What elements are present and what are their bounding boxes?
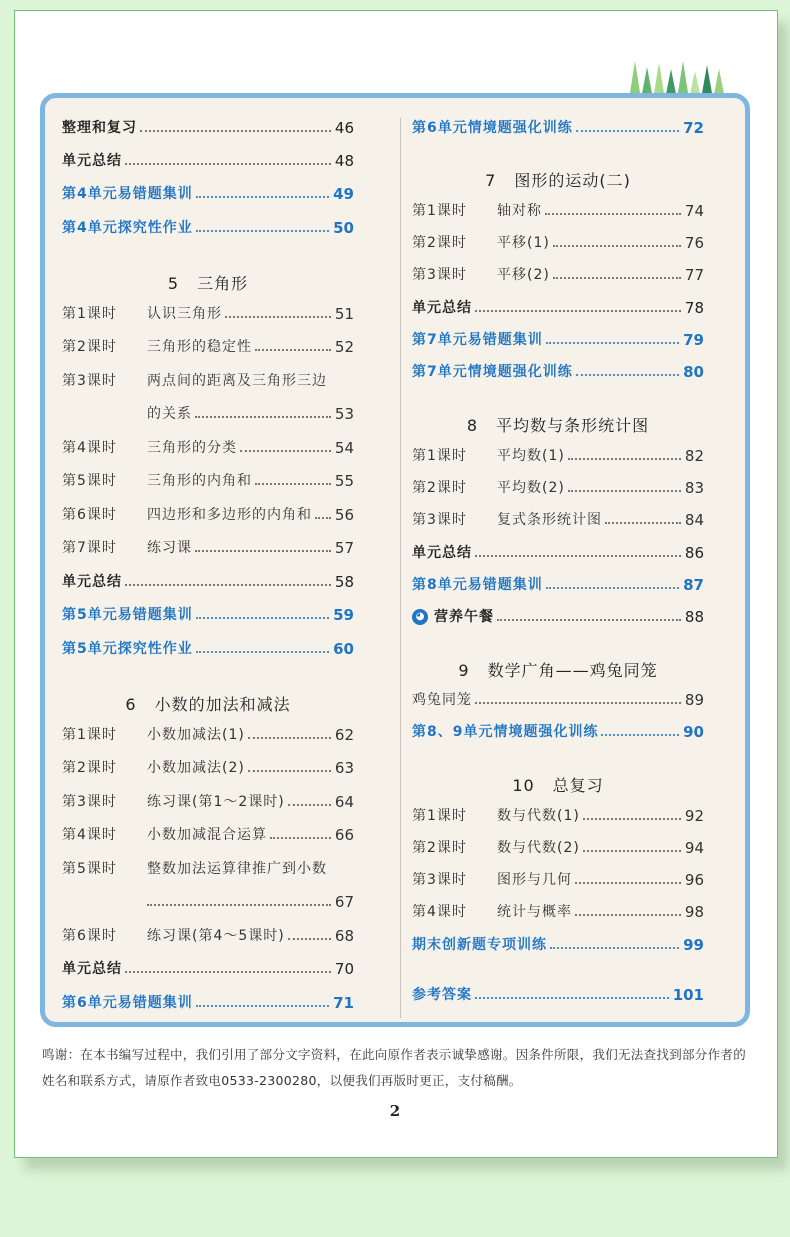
toc-lesson[interactable]: 第1课时 平均数(1) 82 (412, 447, 704, 465)
toc-lesson-continued[interactable]: 的关系 53 (147, 405, 354, 423)
toc-entry-summary[interactable]: 单元总结 58 (62, 573, 354, 591)
toc-entry-unit5-homework[interactable]: 第5单元探究性作业 60 (62, 640, 354, 658)
toc-entry-unit6-context[interactable]: 第6单元情境题强化训练 72 (412, 119, 704, 137)
acknowledgement-text: 鸣谢：在本书编写过程中，我们引用了部分文字资料，在此向原作者表示诚挚感谢。因条件所限，我们无法查找到部分作者的姓名和联系方式，请原作者致电0533-2300280，以便我们再版时更正，支付稿酬。 (42, 1047, 747, 1088)
toc-lesson[interactable]: 第3课时 两点间的距离及三角形三边 (62, 373, 327, 389)
toc-lesson[interactable]: 第4课时 小数加减混合运算 66 (62, 826, 354, 844)
toc-lesson[interactable]: 第3课时 平移(2) 77 (412, 266, 704, 284)
toc-entry-unit89-context[interactable]: 第8、9单元情境题强化训练 90 (412, 723, 704, 741)
toc-lesson[interactable]: 第2课时 三角形的稳定性 52 (62, 338, 354, 356)
column-divider (400, 118, 401, 1018)
toc-entry-unit6-errors[interactable]: 第6单元易错题集训 71 (62, 994, 354, 1012)
toc-lesson[interactable]: 第3课时 练习课(第1～2课时) 64 (62, 793, 354, 811)
toc-lesson[interactable]: 鸡兔同笼 89 (412, 691, 704, 709)
unit8-heading: 8 平均数与条形统计图 (466, 416, 650, 435)
toc-lesson[interactable]: 第1课时 认识三角形 51 (62, 305, 354, 323)
lunch-bowl-icon: ◕ (412, 609, 428, 625)
toc-lesson[interactable]: 第2课时 小数加减法(2) 63 (62, 759, 354, 777)
toc-entry-unit5-errors[interactable]: 第5单元易错题集训 59 (62, 606, 354, 624)
toc-entry-final-training[interactable]: 期末创新题专项训练 99 (412, 936, 704, 954)
toc-entry-review[interactable]: 整理和复习 46 (62, 119, 354, 137)
toc-entry-unit4-homework[interactable]: 第4单元探究性作业 50 (62, 219, 354, 237)
toc-lesson[interactable]: 第1课时 小数加减法(1) 62 (62, 726, 354, 744)
toc-lesson[interactable]: 第6课时 四边形和多边形的内角和 56 (62, 506, 354, 524)
toc-lesson[interactable]: 第2课时 平移(1) 76 (412, 234, 704, 252)
toc-lesson[interactable]: 第5课时 整数加法运算律推广到小数 (62, 861, 327, 877)
toc-entry-summary[interactable]: 单元总结 70 (62, 960, 354, 978)
page-number: 2 (389, 1102, 401, 1120)
toc-lesson[interactable]: 第4课时 三角形的分类 54 (62, 439, 354, 457)
toc-entry-summary[interactable]: 单元总结 78 (412, 299, 704, 317)
unit10-heading: 10 总复习 (512, 776, 604, 795)
unit5-heading: 5 三角形 (167, 274, 249, 293)
toc-entry-summary[interactable]: 单元总结 86 (412, 544, 704, 562)
unit7-heading: 7 图形的运动(二) (485, 171, 631, 190)
toc-entry-nutrition-lunch[interactable]: ◕ 营养午餐 88 (412, 607, 704, 627)
toc-lesson[interactable]: 第3课时 图形与几何 96 (412, 871, 704, 889)
toc-lesson[interactable]: 第1课时 轴对称 74 (412, 202, 704, 220)
toc-panel (40, 93, 750, 1027)
unit6-heading: 6 小数的加法和减法 (125, 695, 291, 714)
unit9-heading: 9 数学广角——鸡兔同笼 (458, 661, 658, 680)
toc-entry-unit8-errors[interactable]: 第8单元易错题集训 87 (412, 576, 704, 594)
toc-lesson-continued[interactable]: 67 (147, 892, 354, 912)
toc-entry-summary[interactable]: 单元总结 48 (62, 152, 354, 170)
toc-entry-unit4-errors[interactable]: 第4单元易错题集训 49 (62, 185, 354, 203)
toc-lesson[interactable]: 第1课时 数与代数(1) 92 (412, 807, 704, 825)
toc-entry-answers[interactable]: 参考答案 101 (412, 986, 704, 1004)
toc-lesson[interactable]: 第7课时 练习课 57 (62, 539, 354, 557)
toc-entry-unit7-errors[interactable]: 第7单元易错题集训 79 (412, 331, 704, 349)
toc-lesson[interactable]: 第3课时 复式条形统计图 84 (412, 511, 704, 529)
toc-lesson[interactable]: 第6课时 练习课(第4～5课时) 68 (62, 927, 354, 945)
toc-entry-unit7-context[interactable]: 第7单元情境题强化训练 80 (412, 363, 704, 381)
toc-lesson[interactable]: 第2课时 平均数(2) 83 (412, 479, 704, 497)
toc-lesson[interactable]: 第5课时 三角形的内角和 55 (62, 472, 354, 490)
toc-lesson[interactable]: 第2课时 数与代数(2) 94 (412, 839, 704, 857)
toc-lesson[interactable]: 第4课时 统计与概率 98 (412, 903, 704, 921)
